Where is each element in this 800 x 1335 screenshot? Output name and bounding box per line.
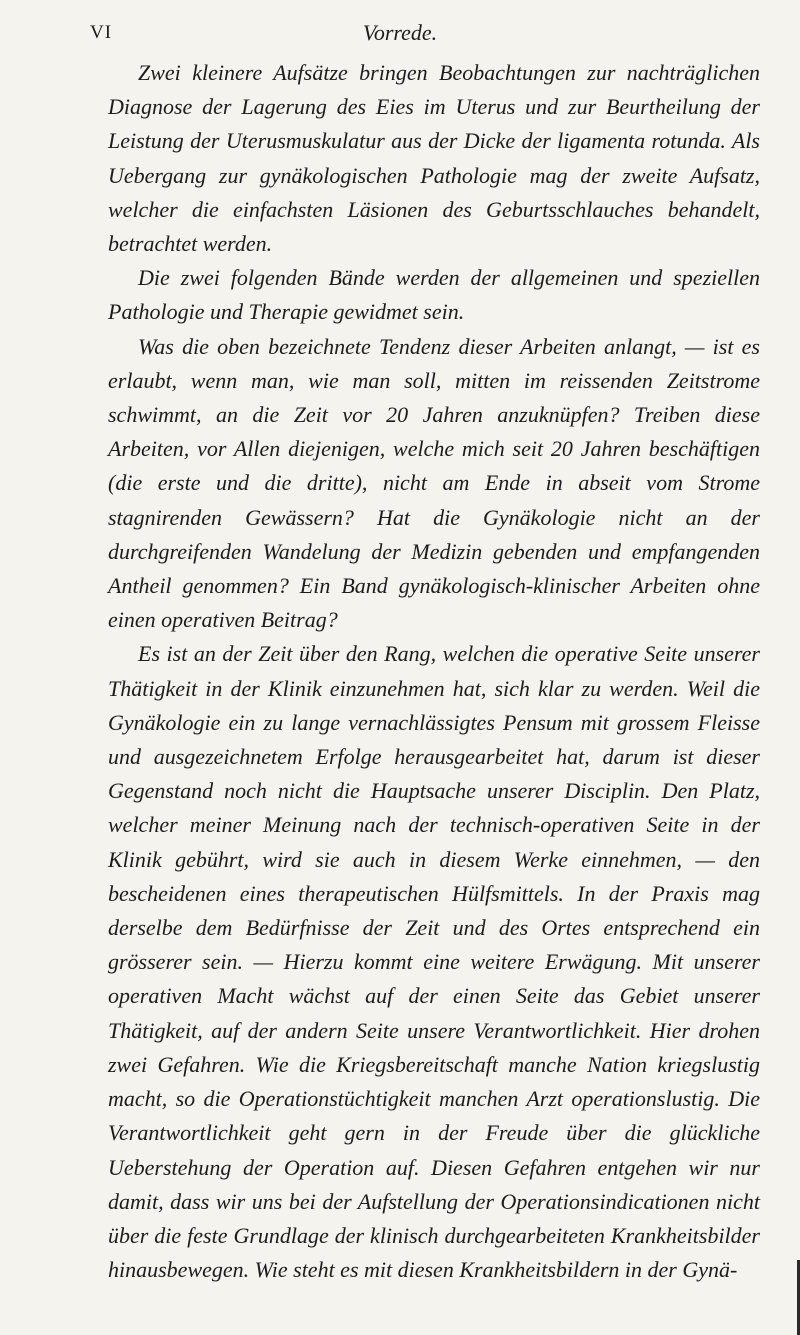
paragraph-2: Die zwei folgenden Bände werden der allgemeinen und speziellen Pathologie und Therapie gewidmet sein. — [108, 265, 760, 325]
paragraph-4: Es ist an der Zeit über den Rang, welchen die operative Seite unserer Thätigkeit in der Klinik einzunehmen hat, sich klar zu werden. Weil die Gynäkologie ein zu lange vernachlässigtes Pensum mit grossem Fleisse und ausgezeichnetem Erfolge herausgearbeitet hat, darum ist dieser Gegenstand noch nicht die Hauptsache unserer Disciplin. Den Platz, welcher meiner Meinung nach der technisch-operativen Seite in der Klinik gebührt, wird sie auch in diesem Werke einnehmen, — den bescheidenen eines therapeutischen Hülfsmittels. In der Praxis mag derselbe dem Bedürfnisse der Zeit und des Ortes entsprechend ein grösserer sein. — Hierzu kommt eine weitere Erwägung. Mit unserer operativen Macht wächst auf der einen Seite das Gebiet unserer Thätigkeit, auf der andern Seite unsere Verantwortlichkeit. Hier drohen zwei Gefahren. Wie die Kriegsbereitschaft manche Nation kriegslustig macht, so die Operationstüchtigkeit manchen Arzt operationslustig. Die Verantwortlichkeit geht gern in der Freude über die glückliche Ueberstehung der Operation auf. Diesen Gefahren entgehen wir nur damit, dass wir uns bei der Aufstellung der Operationsindicationen nicht über die feste Grundlage der klinisch durchgearbeiteten Krankheitsbilder hinausbewegen. Wie steht es mit diesen Krankheitsbildern in der Gynä- — [108, 641, 760, 1283]
page-header — [0, 20, 800, 50]
running-title: Vorrede. — [362, 20, 438, 45]
page-number: VI — [90, 22, 113, 43]
paragraph-3: Was die oben bezeichnete Tendenz dieser Arbeiten anlangt, — ist es erlaubt, wenn man, wie man soll, mitten im reissenden Zeitstrome schwimmt, an die Zeit vor 20 Jahren anzuknüpfen? Treiben diese Arbeiten, vor Allen diejenigen, welche mich seit 20 Jahren beschäftigen (die erste und die dritte), nicht am Ende in abseit vom Strome stagnirenden Gewässern? Hat die Gynäkologie nicht an der durchgreifenden Wandelung der Medizin gebenden und empfangenden Antheil genommen? Ein Band gynäkologisch-klinischer Arbeiten ohne einen operativen Beitrag? — [108, 333, 760, 633]
body-text — [108, 56, 760, 1287]
paragraph-1: Zwei kleinere Aufsätze bringen Beobachtungen zur nachträglichen Diagnose der Lagerung des Eies im Uterus und zur Beurtheilung der Leistung der Uterusmuskulatur aus der Dicke der ligamenta rotunda. Als Uebergang zur gynäkologischen Pathologie mag der zweite Aufsatz, welcher die einfachsten Läsionen des Geburtsschlauches behandelt, betrachtet werden. — [108, 60, 760, 257]
